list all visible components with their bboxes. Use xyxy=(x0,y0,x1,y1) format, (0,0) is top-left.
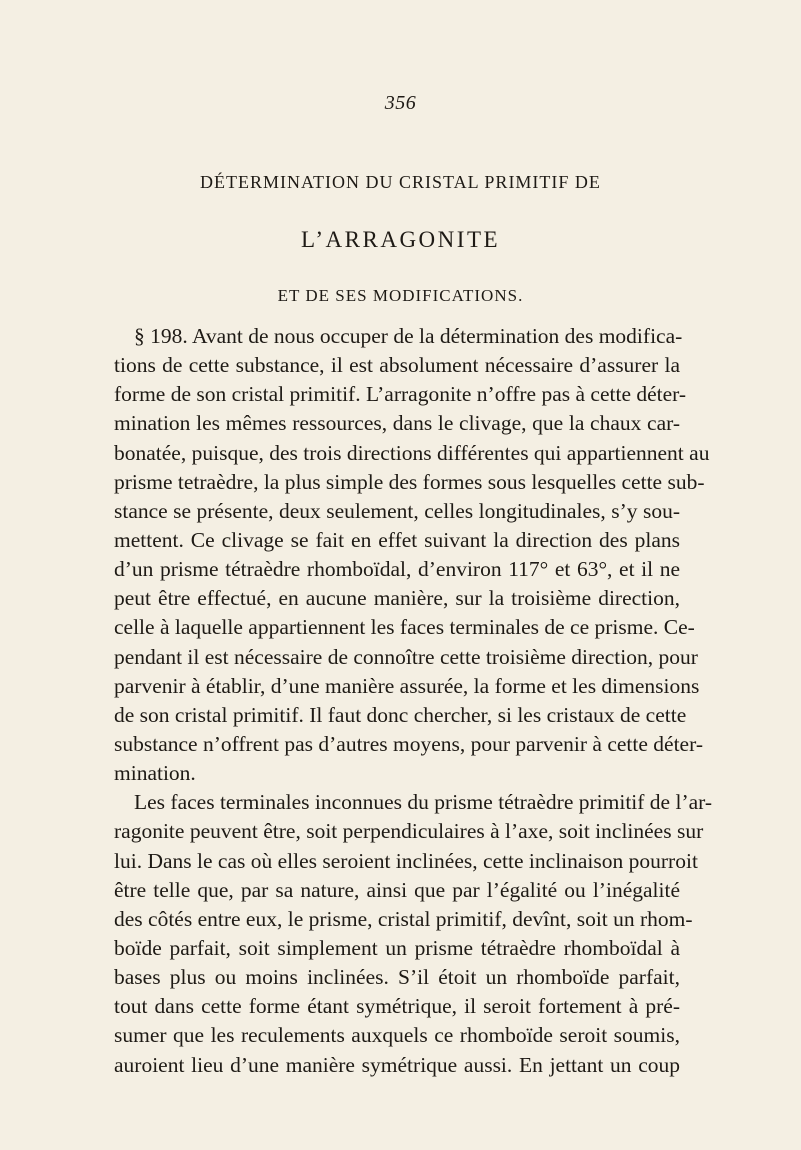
text-line: § 198. Avant de nous occuper de la détermination des modifica- xyxy=(134,324,683,348)
body-text xyxy=(114,322,713,1080)
text-line: forme de son cristal primitif. L’arragonite n’offre pas à cette déter- xyxy=(114,382,687,407)
text-line: bases plus ou moins inclinées. S’il étoit un rhomboïde parfait, xyxy=(114,965,680,990)
text-line: pendant il est nécessaire de connoître cette troisième direction, pour xyxy=(114,644,698,669)
text-line: substance n’offrent pas d’autres moyens, pour parvenir à cette déter- xyxy=(114,731,703,756)
text-line: des côtés entre eux, le prisme, cristal primitif, devînt, soit un rhom- xyxy=(114,906,693,931)
text-line: mettent. Ce clivage se fait en effet suivant la direction des plans xyxy=(114,527,680,552)
text-line: peut être effectué, en aucune manière, sur la troisième direction, xyxy=(114,586,680,611)
text-line: mination les mêmes ressources, dans le clivage, que la chaux car- xyxy=(114,411,680,436)
text-line: lui. Dans le cas où elles seroient inclinées, cette inclinaison pourroit xyxy=(114,848,698,873)
text-line: auroient lieu d’une manière symétrique aussi. En jettant un coup xyxy=(114,1052,680,1077)
text-line: parvenir à établir, d’une manière assurée, la forme et les dimensions xyxy=(114,673,700,698)
chapter-heading: DÉTERMINATION DU CRISTAL PRIMITIF DE xyxy=(200,172,601,192)
chapter-subtitle: ET DE SES MODIFICATIONS. xyxy=(277,286,524,305)
text-line: ragonite peuvent être, soit perpendiculaires à l’axe, soit inclinées sur xyxy=(114,819,704,844)
text-line: Les faces terminales inconnues du prisme tétraèdre primitif de l’ar- xyxy=(134,790,713,815)
chapter-title: L’ARRAGONITE xyxy=(300,227,501,252)
text-line: prisme tetraèdre, la plus simple des formes sous lesquelles cette sub- xyxy=(114,469,705,494)
text-line: tout dans cette forme étant symétrique, il seroit fortement à pré- xyxy=(114,994,680,1019)
text-line: bonatée, puisque, des trois directions différentes qui appartiennent au xyxy=(114,440,710,465)
text-line: stance se présente, deux seulement, celles longitudinales, s’y sou- xyxy=(114,498,680,523)
text-line: tions de cette substance, il est absolument nécessaire d’assurer la xyxy=(114,353,680,378)
text-line: être telle que, par sa nature, ainsi que par l’égalité ou l’inégalité xyxy=(114,877,680,902)
text-line: de son cristal primitif. Il faut donc chercher, si les cristaux de cette xyxy=(114,702,687,727)
text-line: celle à laquelle appartiennent les faces terminales de ce prisme. Ce- xyxy=(114,615,695,640)
text-line: sumer que les reculements auxquels ce rhomboïde seroit soumis, xyxy=(114,1023,680,1048)
text-line: d’un prisme tétraèdre rhomboïdal, d’environ 117° et 63°, et il ne xyxy=(114,557,680,582)
text-line: mination. xyxy=(114,761,196,786)
page-number: 356 xyxy=(384,92,417,114)
text-line: boïde parfait, soit simplement un prisme tétraèdre rhomboïdal à xyxy=(114,935,680,960)
